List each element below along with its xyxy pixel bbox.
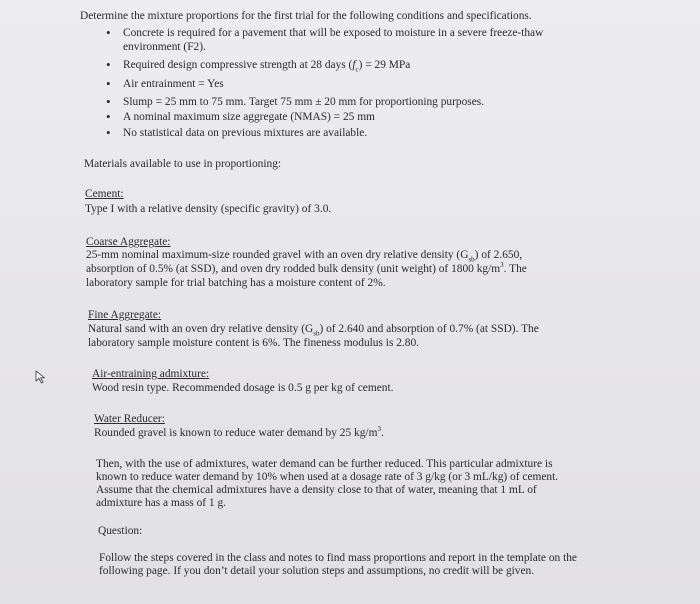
- spec-item-5: A nominal maximum size aggregate (NMAS) = 25 mm: [123, 111, 375, 123]
- coarse-title: Coarse Aggregate:: [86, 236, 171, 248]
- fine-title: Fine Aggregate:: [88, 309, 162, 321]
- mouse-pointer-icon: [34, 370, 48, 384]
- bullet-4: •: [106, 94, 111, 109]
- question-line-1: Follow the steps covered in the class and notes to find mass proportions and report in the template on the: [99, 552, 577, 564]
- spec-item-1-line-1: Concrete is required for a pavement that will be exposed to moisture in a severe freeze-thaw: [123, 27, 544, 39]
- coarse-line-2: absorption of 0.5% (at SSD), and oven dry rodded bulk density (unit weight) of 1800 $kg/m^3$. The: [86, 261, 527, 275]
- then-line-3: Assume that the chemical admixtures have a density close to that of water, meaning that 1 mL of: [96, 484, 537, 496]
- fine-line-1: Natural sand with an oven dry relative density $(G_{sb})$ of 2.640 and absorption of 0.7% (at SSD). The: [88, 323, 539, 338]
- fine-line-2: laboratory sample moisture content is 6%. The fineness modulus is 2.80.: [88, 337, 420, 349]
- heading: Determine the mixture proportions for the first trial for the following conditions and specifications.: [80, 10, 532, 22]
- question-line-2: following page. If you don’t detail your solution steps and assumptions, no credit will be given.: [99, 565, 535, 577]
- then-line-1: Then, with the use of admixtures, water demand can be further reduced. This particular admixture is: [96, 458, 553, 470]
- bullet-6: •: [106, 125, 111, 140]
- water-text: Rounded gravel is known to reduce water demand by 25 $kg/m^3$.: [94, 425, 384, 439]
- bullet-2: •: [106, 57, 111, 72]
- coarse-line-1: 25-mm nominal maximum-size rounded gravel with an oven dry relative density $(G_{sb})$ of 2.650,: [86, 249, 523, 264]
- then-line-4: admixture has a mass of 1 g.: [96, 497, 227, 509]
- spec-item-2: Required design compressive strength at 28 days $(f_c) = 29$ MPa: [123, 59, 411, 74]
- spec-item-1-line-2: environment (F2).: [123, 41, 206, 53]
- spec-item-3: Air entrainment = Yes: [123, 78, 224, 90]
- cement-text: Type I with a relative density (specific gravity) of 3.0.: [85, 203, 332, 215]
- bullet-1: •: [106, 25, 111, 40]
- bullet-3: •: [106, 76, 111, 91]
- then-line-2: known to reduce water demand by 10% when used at a dosage rate of 3 g/kg (or 3 mL/kg) of cement.: [96, 471, 559, 483]
- air-title: Air-entraining admixture:: [92, 368, 210, 380]
- spec-item-6: No statistical data on previous mixtures are available.: [123, 127, 368, 139]
- spec-item-4: Slump = 25 mm to 75 mm. Target 75 mm ± 20 mm for proportioning purposes.: [123, 96, 485, 108]
- cement-title: Cement:: [85, 188, 124, 200]
- coarse-line-3: laboratory sample for trial batching has a moisture content of 2%.: [86, 277, 386, 289]
- materials-intro: Materials available to use in proportioning:: [84, 158, 282, 170]
- question-title: Question:: [98, 525, 143, 537]
- bullet-5: •: [106, 109, 111, 124]
- water-title: Water Reducer:: [94, 413, 165, 425]
- air-text: Wood resin type. Recommended dosage is 0.5 g per kg of cement.: [92, 382, 394, 394]
